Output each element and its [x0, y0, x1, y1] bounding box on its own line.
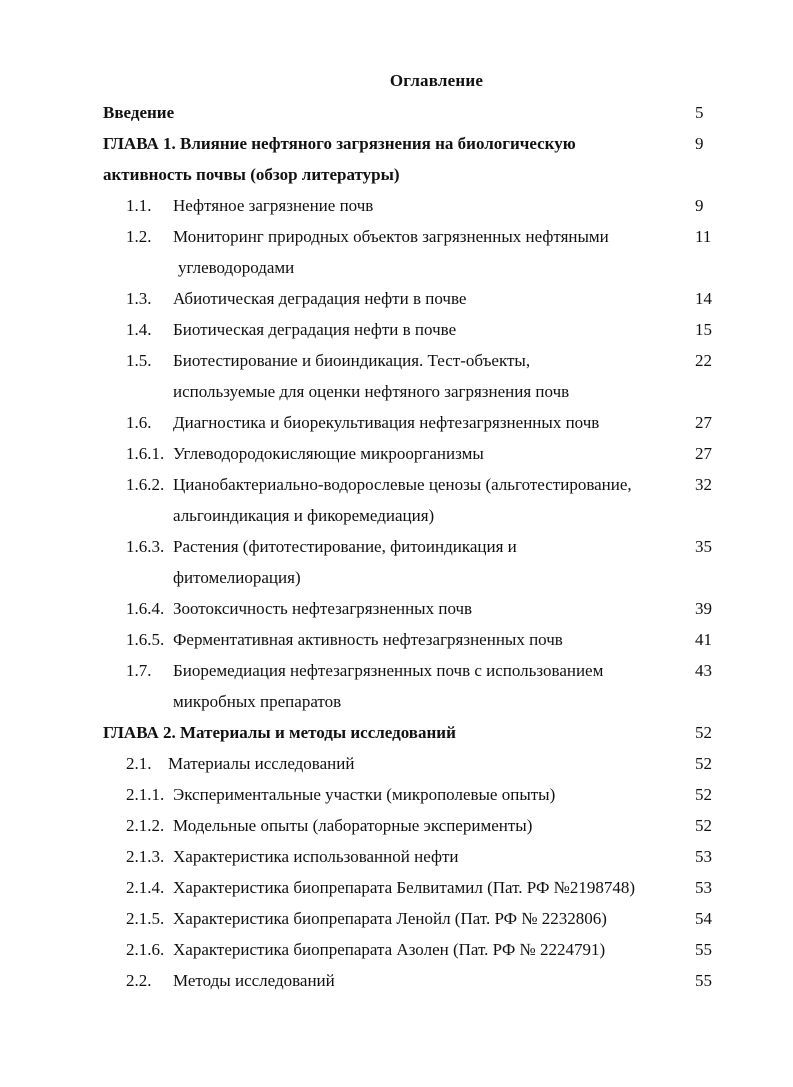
toc-entry-number: 1.6. [126, 413, 152, 432]
toc-entry-number: 1.6.3. [126, 537, 165, 556]
toc-chapter-entry [0, 97, 793, 128]
toc-entry-number: 2.1.5. [126, 909, 165, 928]
toc-entry-title: Характеристика биопрепарата Ленойл (Пат. РФ № 2232806) [173, 909, 607, 928]
toc-entry-page: 52 [695, 785, 712, 804]
toc-entry-page: 52 [695, 816, 712, 835]
toc-entry-title: Диагностика и биорекультивация нефтезагрязненных почв [173, 413, 600, 432]
toc-entry-title: Экспериментальные участки (микрополевые опыты) [173, 785, 556, 804]
toc-entry [0, 934, 793, 965]
toc-entry-page: 14 [695, 289, 712, 308]
toc-entry-page: 15 [695, 320, 712, 339]
toc-chapter-entry [0, 717, 793, 748]
toc-entry-page: 39 [695, 599, 712, 618]
toc-entry-number: 2.1.6. [126, 940, 165, 959]
toc-entry-page: 43 [695, 661, 712, 680]
toc-entry-title: Биотическая деградация нефти в почве [173, 320, 457, 339]
toc-entry-title: Биоремедиация нефтезагрязненных почв с использованием [173, 661, 604, 680]
toc-entry [0, 872, 793, 903]
toc-entry-title: Мониторинг природных объектов загрязненных нефтяными [173, 227, 609, 246]
toc-entry-title-continuation: углеводородами [178, 258, 295, 277]
toc-entry-page: 5 [695, 103, 704, 122]
toc-entry-page: 27 [695, 444, 712, 463]
toc-entry-number: 1.6.4. [126, 599, 165, 618]
toc-title: Оглавление [389, 71, 484, 90]
toc-entry-number: 1.4. [126, 320, 152, 339]
toc-entry-page: 52 [695, 723, 712, 742]
toc-entry-number: 1.2. [126, 227, 152, 246]
toc-entry [0, 221, 793, 283]
toc-entry-title: Ферментативная активность нефтезагрязненных почв [173, 630, 563, 649]
toc-entry-title-continuation: альгоиндикация и фикоремедиация) [173, 506, 435, 525]
toc-entry-page: 27 [695, 413, 712, 432]
toc-entry [0, 841, 793, 872]
toc-entry-title: Модельные опыты (лабораторные эксперименты) [173, 816, 533, 835]
toc-entry-title-continuation: активность почвы (обзор литературы) [103, 165, 400, 184]
toc-entry [0, 655, 793, 717]
toc-entry-number: 2.2. [126, 971, 152, 990]
toc-entry-page: 54 [695, 909, 712, 928]
toc-entry-number: 1.6.5. [126, 630, 165, 649]
toc-entry-number: 1.6.2. [126, 475, 165, 494]
toc-entry-title: Зоотоксичность нефтезагрязненных почв [173, 599, 473, 618]
toc-entry [0, 965, 793, 996]
toc-entry-number: 1.6.1. [126, 444, 165, 463]
toc-entry-page: 35 [695, 537, 712, 556]
toc-entry-number: 2.1.3. [126, 847, 165, 866]
toc-entry-title: Абиотическая деградация нефти в почве [173, 289, 467, 308]
toc-entry-title: Биотестирование и биоиндикация. Тест-объекты, [173, 351, 531, 370]
toc-entry [0, 438, 793, 469]
table-of-contents [0, 97, 793, 996]
toc-entry [0, 314, 793, 345]
toc-entry-page: 55 [695, 971, 712, 990]
toc-entry [0, 593, 793, 624]
toc-entry-title-continuation: используемые для оценки нефтяного загрязнения почв [173, 382, 570, 401]
toc-entry-title: Растения (фитотестирование, фитоиндикация и [173, 537, 517, 556]
toc-entry-title: Нефтяное загрязнение почв [173, 196, 374, 215]
toc-entry-page: 9 [695, 196, 704, 215]
toc-entry-title: ГЛАВА 2. Материалы и методы исследований [103, 723, 456, 742]
toc-entry-page: 53 [695, 878, 712, 897]
toc-entry-page: 11 [695, 227, 712, 246]
toc-entry [0, 903, 793, 934]
toc-entry-title: Методы исследований [173, 971, 335, 990]
toc-entry [0, 469, 793, 531]
toc-entry-page: 52 [695, 754, 712, 773]
toc-entry [0, 345, 793, 407]
toc-entry-title: Введение [103, 103, 175, 122]
toc-entry [0, 190, 793, 221]
toc-entry [0, 810, 793, 841]
toc-entry-number: 2.1.2. [126, 816, 165, 835]
toc-entry-title: Материалы исследований [168, 754, 355, 773]
toc-chapter-entry [0, 128, 793, 190]
toc-entry-number: 1.7. [126, 661, 152, 680]
toc-entry [0, 407, 793, 438]
toc-entry-title: Характеристика биопрепарата Азолен (Пат. РФ № 2224791) [173, 940, 606, 959]
toc-entry-page: 32 [695, 475, 712, 494]
toc-entry-title: ГЛАВА 1. Влияние нефтяного загрязнения на биологическую [103, 134, 576, 153]
toc-entry-number: 1.1. [126, 196, 152, 215]
toc-entry [0, 748, 793, 779]
toc-entry-number: 2.1.1. [126, 785, 165, 804]
toc-entry [0, 283, 793, 314]
toc-entry-number: 2.1.4. [126, 878, 165, 897]
toc-entry-page: 53 [695, 847, 712, 866]
toc-entry [0, 624, 793, 655]
toc-entry-page: 9 [695, 134, 704, 153]
toc-entry-page: 41 [695, 630, 712, 649]
toc-entry-title: Цианобактериально-водорослевые ценозы (альготестирование, [173, 475, 632, 494]
toc-entry [0, 531, 793, 593]
toc-entry-number: 2.1. [126, 754, 152, 773]
toc-entry-title-continuation: микробных препаратов [173, 692, 342, 711]
toc-entry-number: 1.3. [126, 289, 152, 308]
toc-entry-title: Характеристика биопрепарата Белвитамил (Пат. РФ №2198748) [173, 878, 636, 897]
toc-entry-number: 1.5. [126, 351, 152, 370]
toc-entry-title-continuation: фитомелиорация) [173, 568, 301, 587]
toc-entry-page: 55 [695, 940, 712, 959]
toc-entry-title: Характеристика использованной нефти [173, 847, 459, 866]
toc-entry [0, 779, 793, 810]
toc-entry-page: 22 [695, 351, 712, 370]
toc-entry-title: Углеводородокисляющие микроорганизмы [173, 444, 484, 463]
